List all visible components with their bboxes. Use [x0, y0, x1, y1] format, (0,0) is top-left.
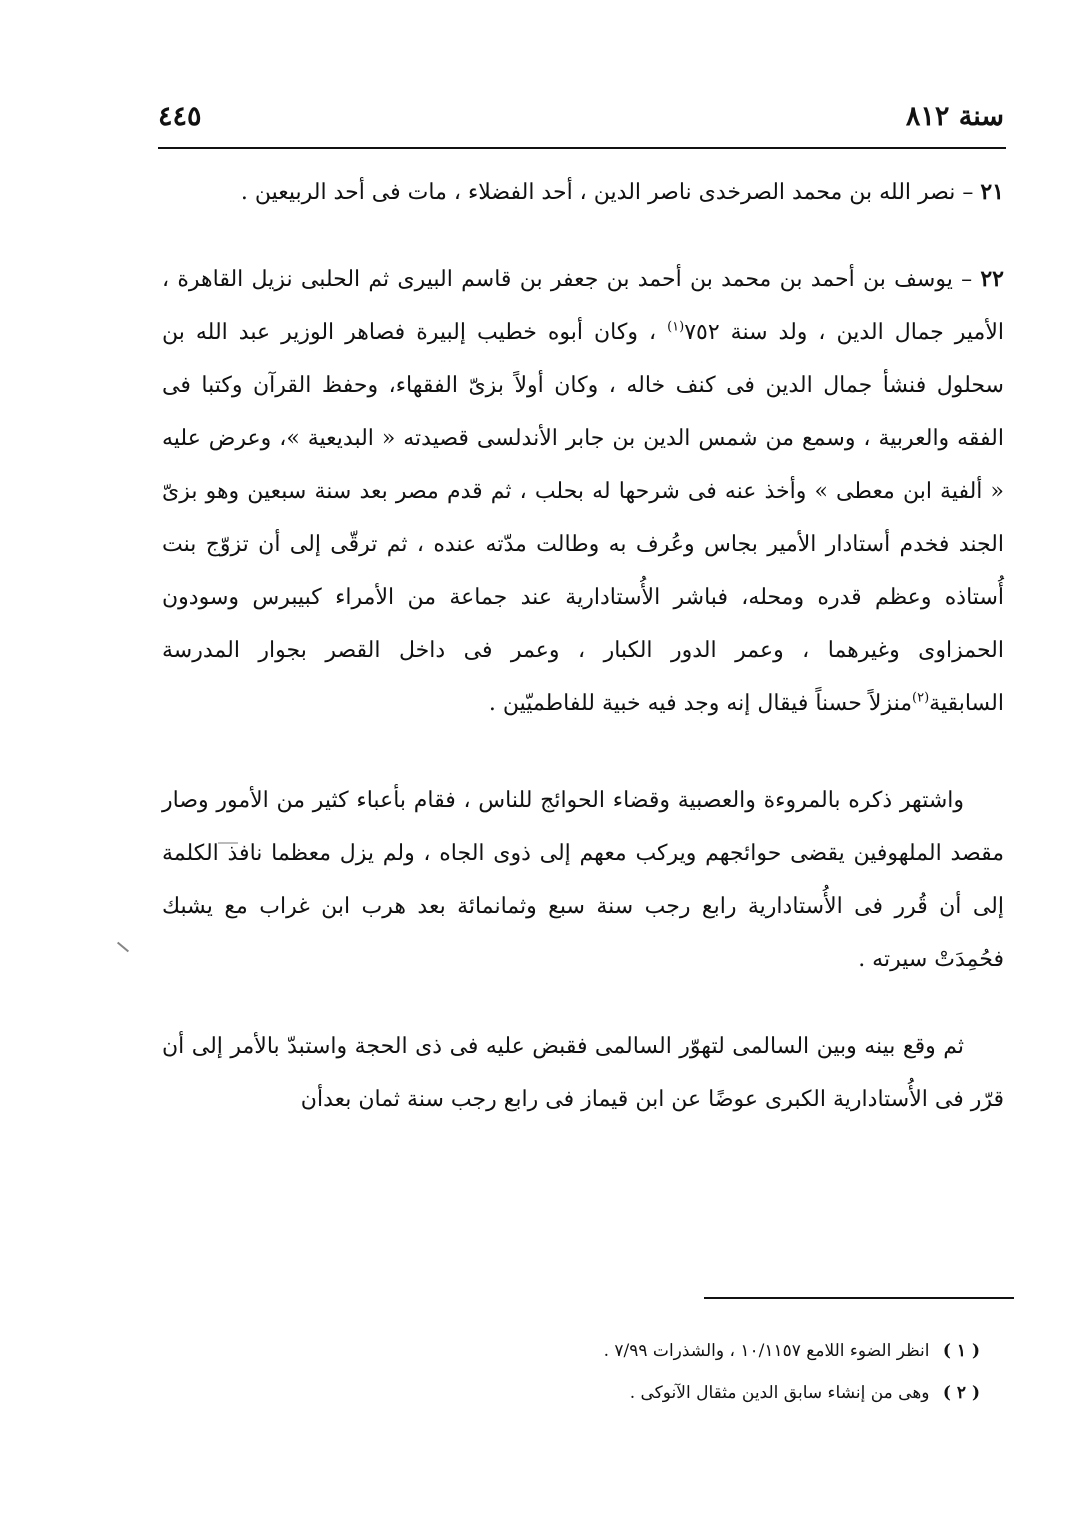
entry-text-part: ، وكان أبوه خطيب إلبيرة فصاهر الوزير عبد الله بن سحلول فنشأ جمال الدين فى كنف خاله ، وكان أولاً بزىّ الفقهاء، وحفظ القرآن وكتبا فى الفقه والعربية ، وسمع من شمس الدين بن جابر الأندلسى قصيدته « البديعية »، وعرض عليه « ألفية ابن معطى » وأخذ عنه فى شرحها له بحلب ، ثم قدم مصر بعد سنة سبعين وهو بزىّ الجند فخدم أستادار الأمير بجاس وعُرف به وطالت مدّته عنده ، ثم ترقّى إلى أن تزوّج بنت أُستاذه وعظم قدره ومحله، فباشر الأُستادارية عند جماعة من الأمراء كبيبرس وسودون الحمزاوى وغيرهما ، وعمر الدور الكبار ، وعمر فى داخل القصر بجوار المدرسة السابقية	[162, 320, 1004, 716]
paragraph-salimi: ثم وقع بينه وبين السالمى لتهوّر السالمى فقبض عليه فى ذى الحجة واستبدّ بالأمر إلى أن قرّر فى الأُستادارية الكبرى عوضًا عن ابن قيماز فى رابع رجب سنة ثمان بعدأن	[162, 1034, 1004, 1112]
footnote-ref-1[interactable]: (١)	[667, 319, 685, 335]
footnote-2	[300, 1372, 980, 1414]
running-title: سنة ٨١٢	[905, 100, 1004, 132]
entry-number: ٢٢	[980, 266, 1004, 292]
footnote-1	[300, 1330, 980, 1372]
page-header	[158, 92, 1004, 140]
entry-text-part: منزلاً حسناً فيقال إنه وجد فيه خبية للفاطميّين .	[488, 691, 913, 716]
footnote-text: انظر الضوء اللامع ١٠/١١٥٧ ، والشذرات ٧/٩٩ .	[603, 1341, 930, 1361]
print-mark	[218, 842, 238, 844]
entry-text-part: – يوسف بن أحمد بن محمد بن أحمد بن جعفر بن قاسم البيرى ثم الحلبى نزيل القاهرة ، الأمير جمال الدين ، ولد سنة ٧٥٢	[162, 267, 1004, 345]
entry-text: – نصر الله بن محمد الصرخدى ناصر الدين ، أحد الفضلاء ، مات فى أحد الربيعين .	[240, 180, 974, 205]
print-mark	[117, 942, 129, 953]
footnote-mark: ( ١ )	[942, 1341, 980, 1361]
footnotes	[300, 1330, 980, 1414]
entry-number: ٢١	[980, 179, 1004, 205]
footnote-rule	[704, 1297, 1014, 1299]
header-rule	[158, 147, 1006, 149]
entry-21	[162, 166, 1004, 219]
page-number: ٤٤٥	[158, 100, 202, 132]
footnote-text: وهى من إنشاء سابق الدين مثقال الآنوكى .	[629, 1383, 930, 1403]
paragraph-reputation: واشتهر ذكره بالمروءة والعصبية وقضاء الحوائج للناس ، فقام بأعباء كثير من الأمور وصار مقصد الملهوفين يقضى حوائجهم ويركب معهم إلى ذوى الجاه ، ولم يزل معظما نافذ الكلمة إلى أن قُرر فى الأُستادارية رابع رجب سنة سبع وثمانمائة بعد هرب ابن غراب مع يشبك فحُمِدَتْ سيرته .	[162, 788, 1004, 972]
footnote-ref-2[interactable]: (٢)	[912, 690, 930, 706]
entry-22	[162, 253, 1004, 730]
main-text	[162, 166, 1004, 1126]
footnote-mark: ( ٢ )	[942, 1383, 980, 1403]
